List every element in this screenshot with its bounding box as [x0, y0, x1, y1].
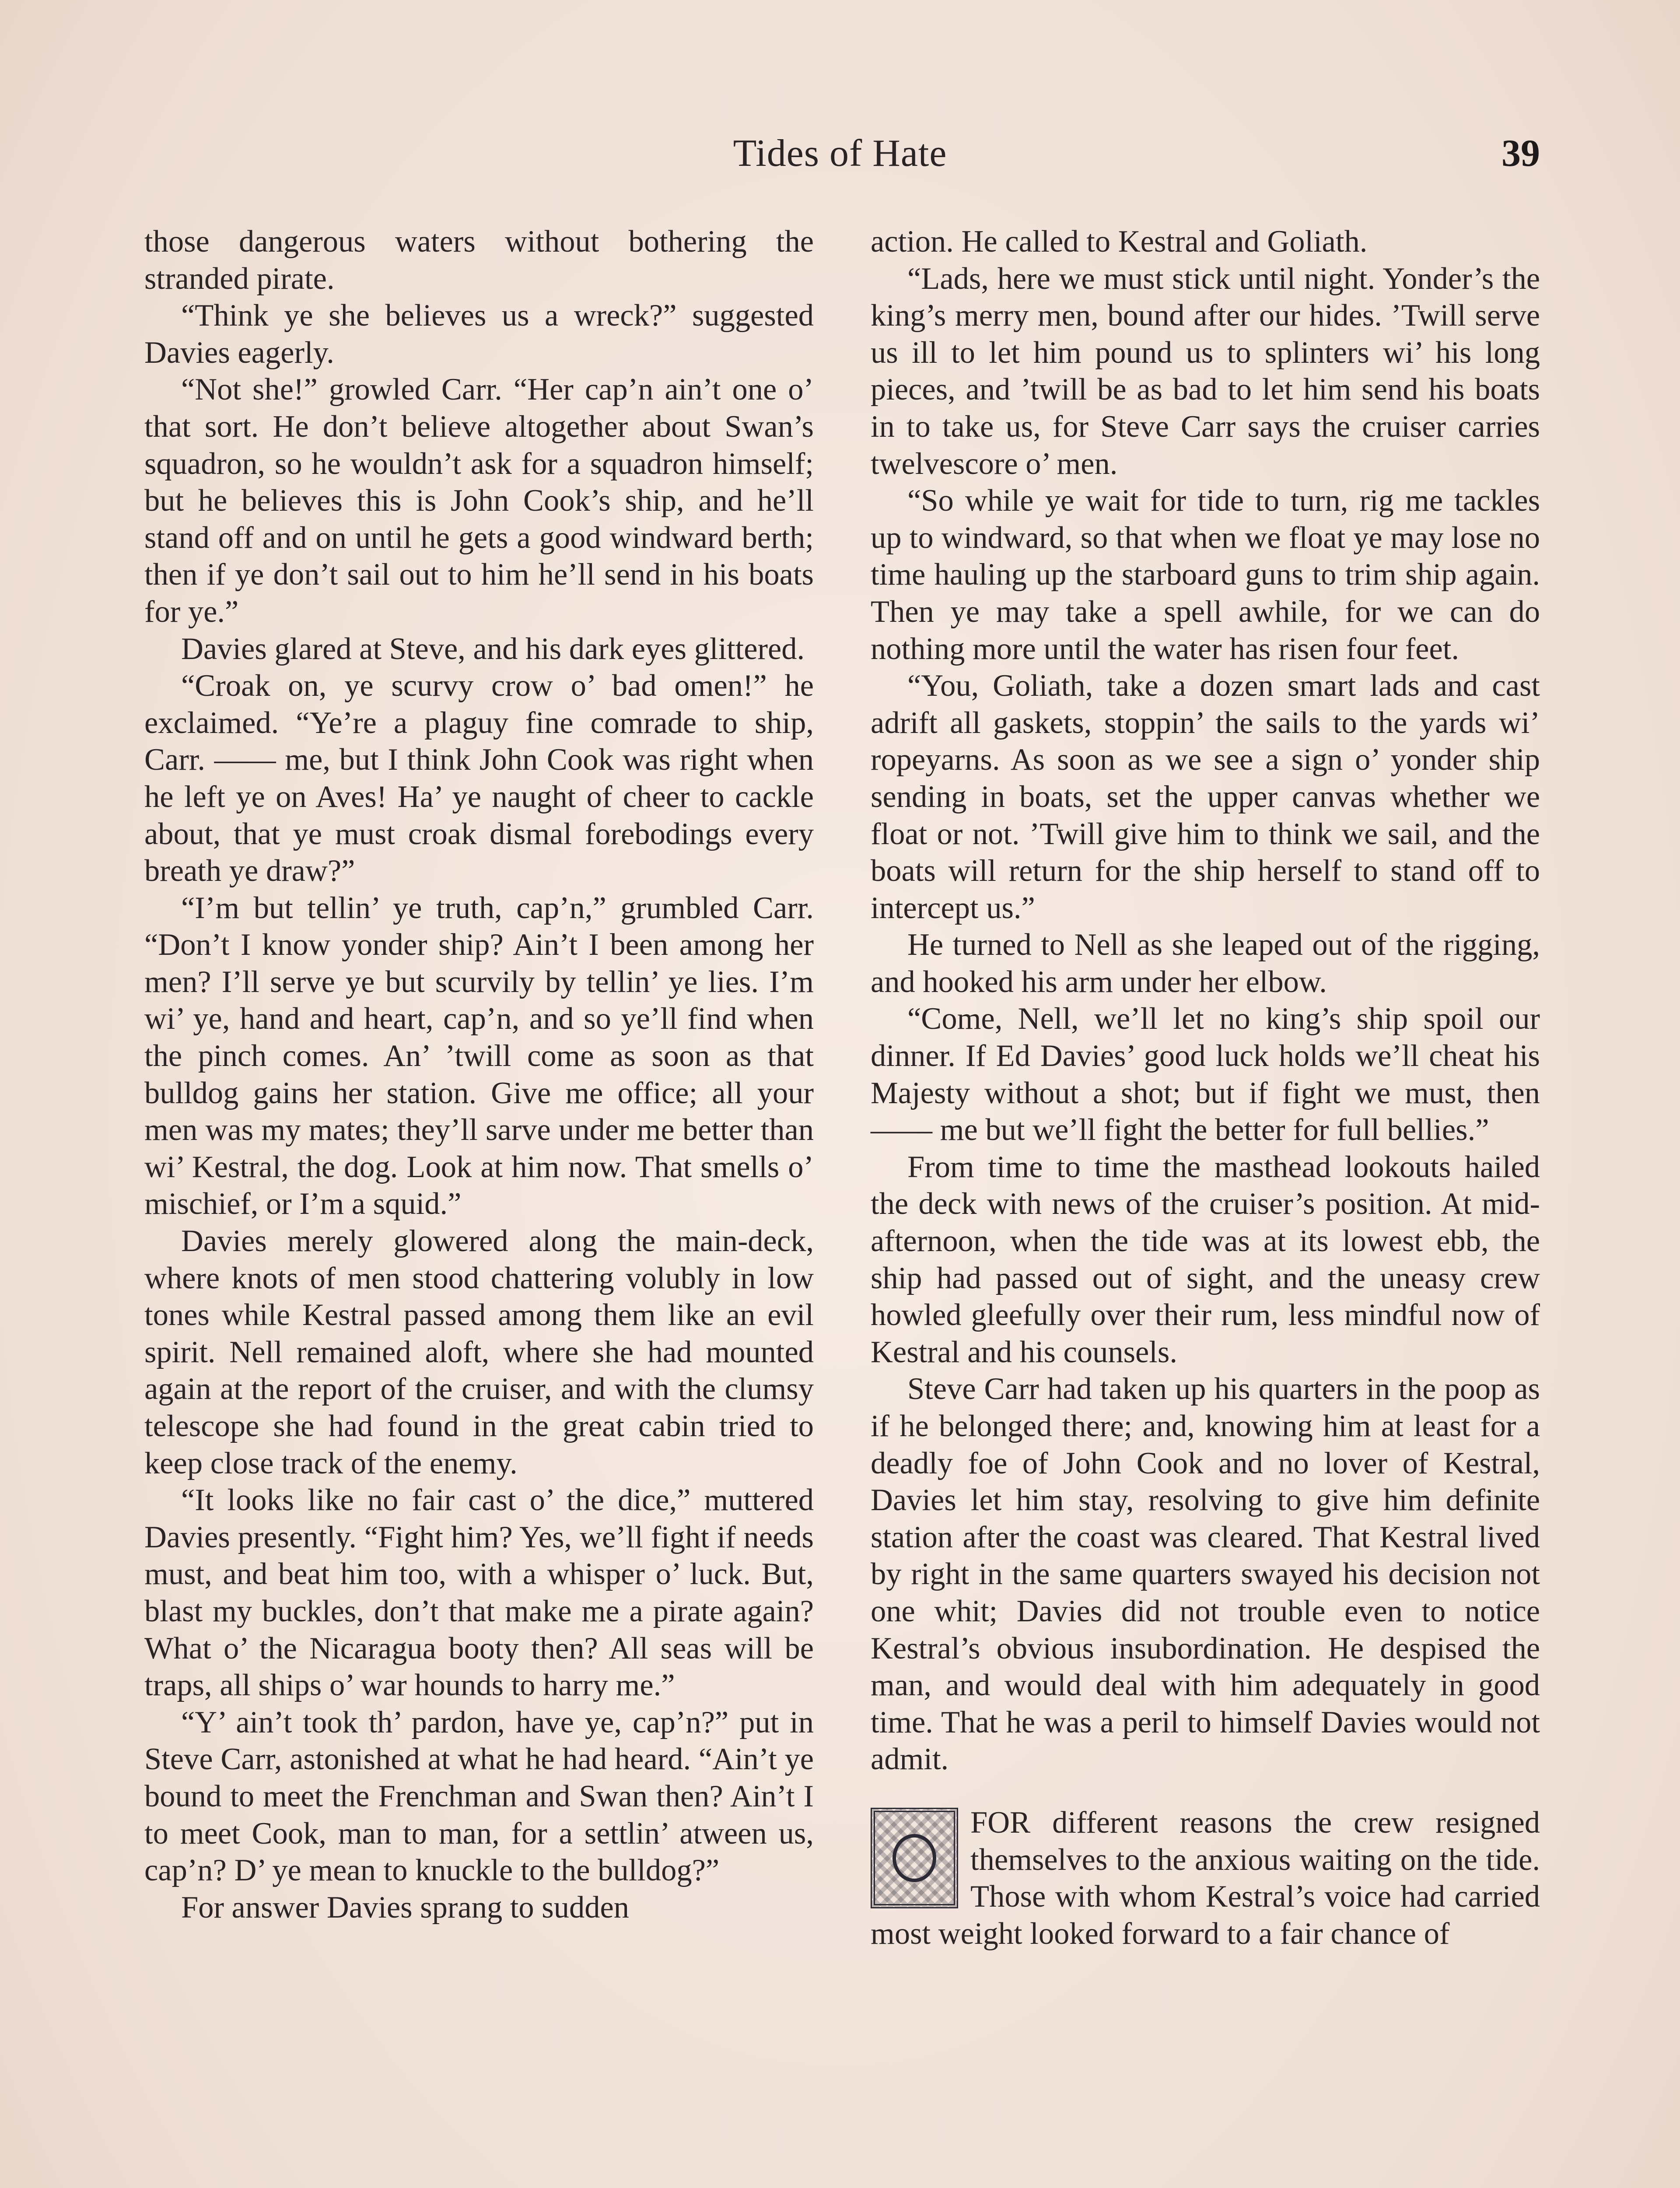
paragraph: FOR different reasons the crew resigned themselves to the anxious waiting on the tide. Those with whom Kestral’s voice had carried most weight looked forward to a fair chance of — [871, 1805, 1540, 1951]
left-column — [144, 223, 814, 1952]
paragraph: Davies merely glowered along the main-deck, where knots of men stood chattering volubly in low tones while Kestral passed among them like an evil spirit. Nell remained aloft, where she had mounted again at the report of the cruiser, and with the clumsy telescope she had found in the great cabin tried to keep close track of the enemy. — [144, 1224, 814, 1480]
paragraph: For answer Davies sprang to sudden — [181, 1890, 630, 1925]
paragraph: “It looks like no fair cast o’ the dice,” muttered Davies presently. “Fight him? Yes, we’ll fight if needs must, and beat him too, with a whisper o’ luck. But, blast my buckles, don’t that make me a pirate again? What o’ the Nicaragua booty then? All seas will be traps, all ships o’ war hounds to harry me.” — [144, 1483, 814, 1703]
paragraph: those dangerous waters without bothering the stranded pirate. — [144, 224, 814, 296]
paragraph: “Think ye she believes us a wreck?” suggested Davies eagerly. — [144, 298, 814, 370]
section-break — [871, 1804, 1540, 1952]
paragraph: “Not she!” growled Carr. “Her cap’n ain’t one o’ that sort. He don’t believe altogether about Swan’s squadron, so he wouldn’t ask for a squadron himself; but he believes this is John Cook’s ship, and he’ll stand off and on until he gets a good windward berth; then if ye don’t sail out to him he’ll send in his boats for ye.” — [144, 372, 814, 629]
paragraph: Davies glared at Steve, and his dark eyes glittered. — [181, 631, 805, 666]
paragraph: He turned to Nell as she leaped out of the rigging, and hooked his arm under her elbow. — [871, 928, 1540, 999]
running-title: Tides of Hate — [733, 132, 947, 175]
paragraph: “Come, Nell, we’ll let no king’s ship spoil our dinner. If Ed Davies’ good luck holds we’ll cheat his Majesty without a shot; but if fight we must, then —— me but we’ll fight the better for full bellies.” — [871, 1002, 1540, 1147]
paragraph: “You, Goliath, take a dozen smart lads and cast adrift all gaskets, stoppin’ the sails to the yards wi’ ropeyarns. As soon as we see a sign o’ yonder ship sending in boats, set the upper canvas whether we float or not. ’Twill give him to think we sail, and the boats will return for the ship herself to stand off to intercept us.” — [871, 669, 1540, 925]
ornament-icon — [871, 1808, 958, 1908]
paragraph: “So while ye wait for tide to turn, rig me tackles up to windward, so that when we float ye may lose no time hauling up the starboard guns to trim ship again. Then ye may take a spell awhile, for we can do nothing more until the water has risen four feet. — [871, 484, 1540, 666]
paragraph: “Lads, here we must stick until night. Yonder’s the king’s merry men, bound after our hides. ’Twill serve us ill to let him pound us to splinters wi’ his long pieces, and ’twill be as bad to let him send his boats in to take us, for Steve Carr says the cruiser carries twelvescore o’ men. — [871, 261, 1540, 481]
page-number: 39 — [1502, 132, 1540, 175]
right-column — [871, 223, 1540, 1952]
text-columns — [144, 223, 1540, 1952]
page-header — [140, 131, 1540, 184]
paragraph: “Y’ ain’t took th’ pardon, have ye, cap’n?” put in Steve Carr, astonished at what he had heard. “Ain’t ye bound to meet the Frenchman and Swan then? Ain’t I to meet Cook, man to man, for a settlin’ atween us, cap’n? D’ ye mean to knuckle to the bulldog?” — [144, 1705, 814, 1888]
paragraph: “I’m but tellin’ ye truth, cap’n,” grumbled Carr. “Don’t I know yonder ship? Ain’t I been among her men? I’ll serve ye but scurvily by tellin’ ye lies. I’m wi’ ye, hand and heart, cap’n, and so ye’ll find when the pinch comes. An’ ’twill come as soon as that bulldog gains her station. Give me office; all your men was my mates; they’ll sarve under me better than wi’ Kestral, the dog. Look at him now. That smells o’ mischief, or I’m a squid.” — [144, 891, 814, 1221]
paragraph: “Croak on, ye scurvy crow o’ bad omen!” he exclaimed. “Ye’re a plaguy fine comrade to ship, Carr. —— me, but I think John Cook was right when he left ye on Aves! Ha’ ye naught of cheer to cackle about, that ye must croak dismal forebodings every breath ye draw?” — [144, 669, 814, 888]
paragraph: Steve Carr had taken up his quarters in the poop as if he belonged there; and, knowing him at least for a deadly foe of John Cook and no lover of Kestral, Davies let him stay, resolving to give him definite station after the coast was cleared. That Kestral lived by right in the same quarters swayed his decision not one whit; Davies did not trouble even to notice Kestral’s obvious insubordination. He despised the man, and would deal with him adequately in good time. That he was a peril to himself Davies would not admit. — [871, 1372, 1540, 1777]
paragraph: From time to time the masthead lookouts hailed the deck with news of the cruiser’s position. At mid-afternoon, when the tide was at its lowest ebb, the ship had passed out of sight, and the uneasy crew howled gleefully over their rum, less mindful now of Kestral and his counsels. — [871, 1150, 1540, 1369]
paragraph: action. He called to Kestral and Goliath. — [871, 224, 1368, 259]
